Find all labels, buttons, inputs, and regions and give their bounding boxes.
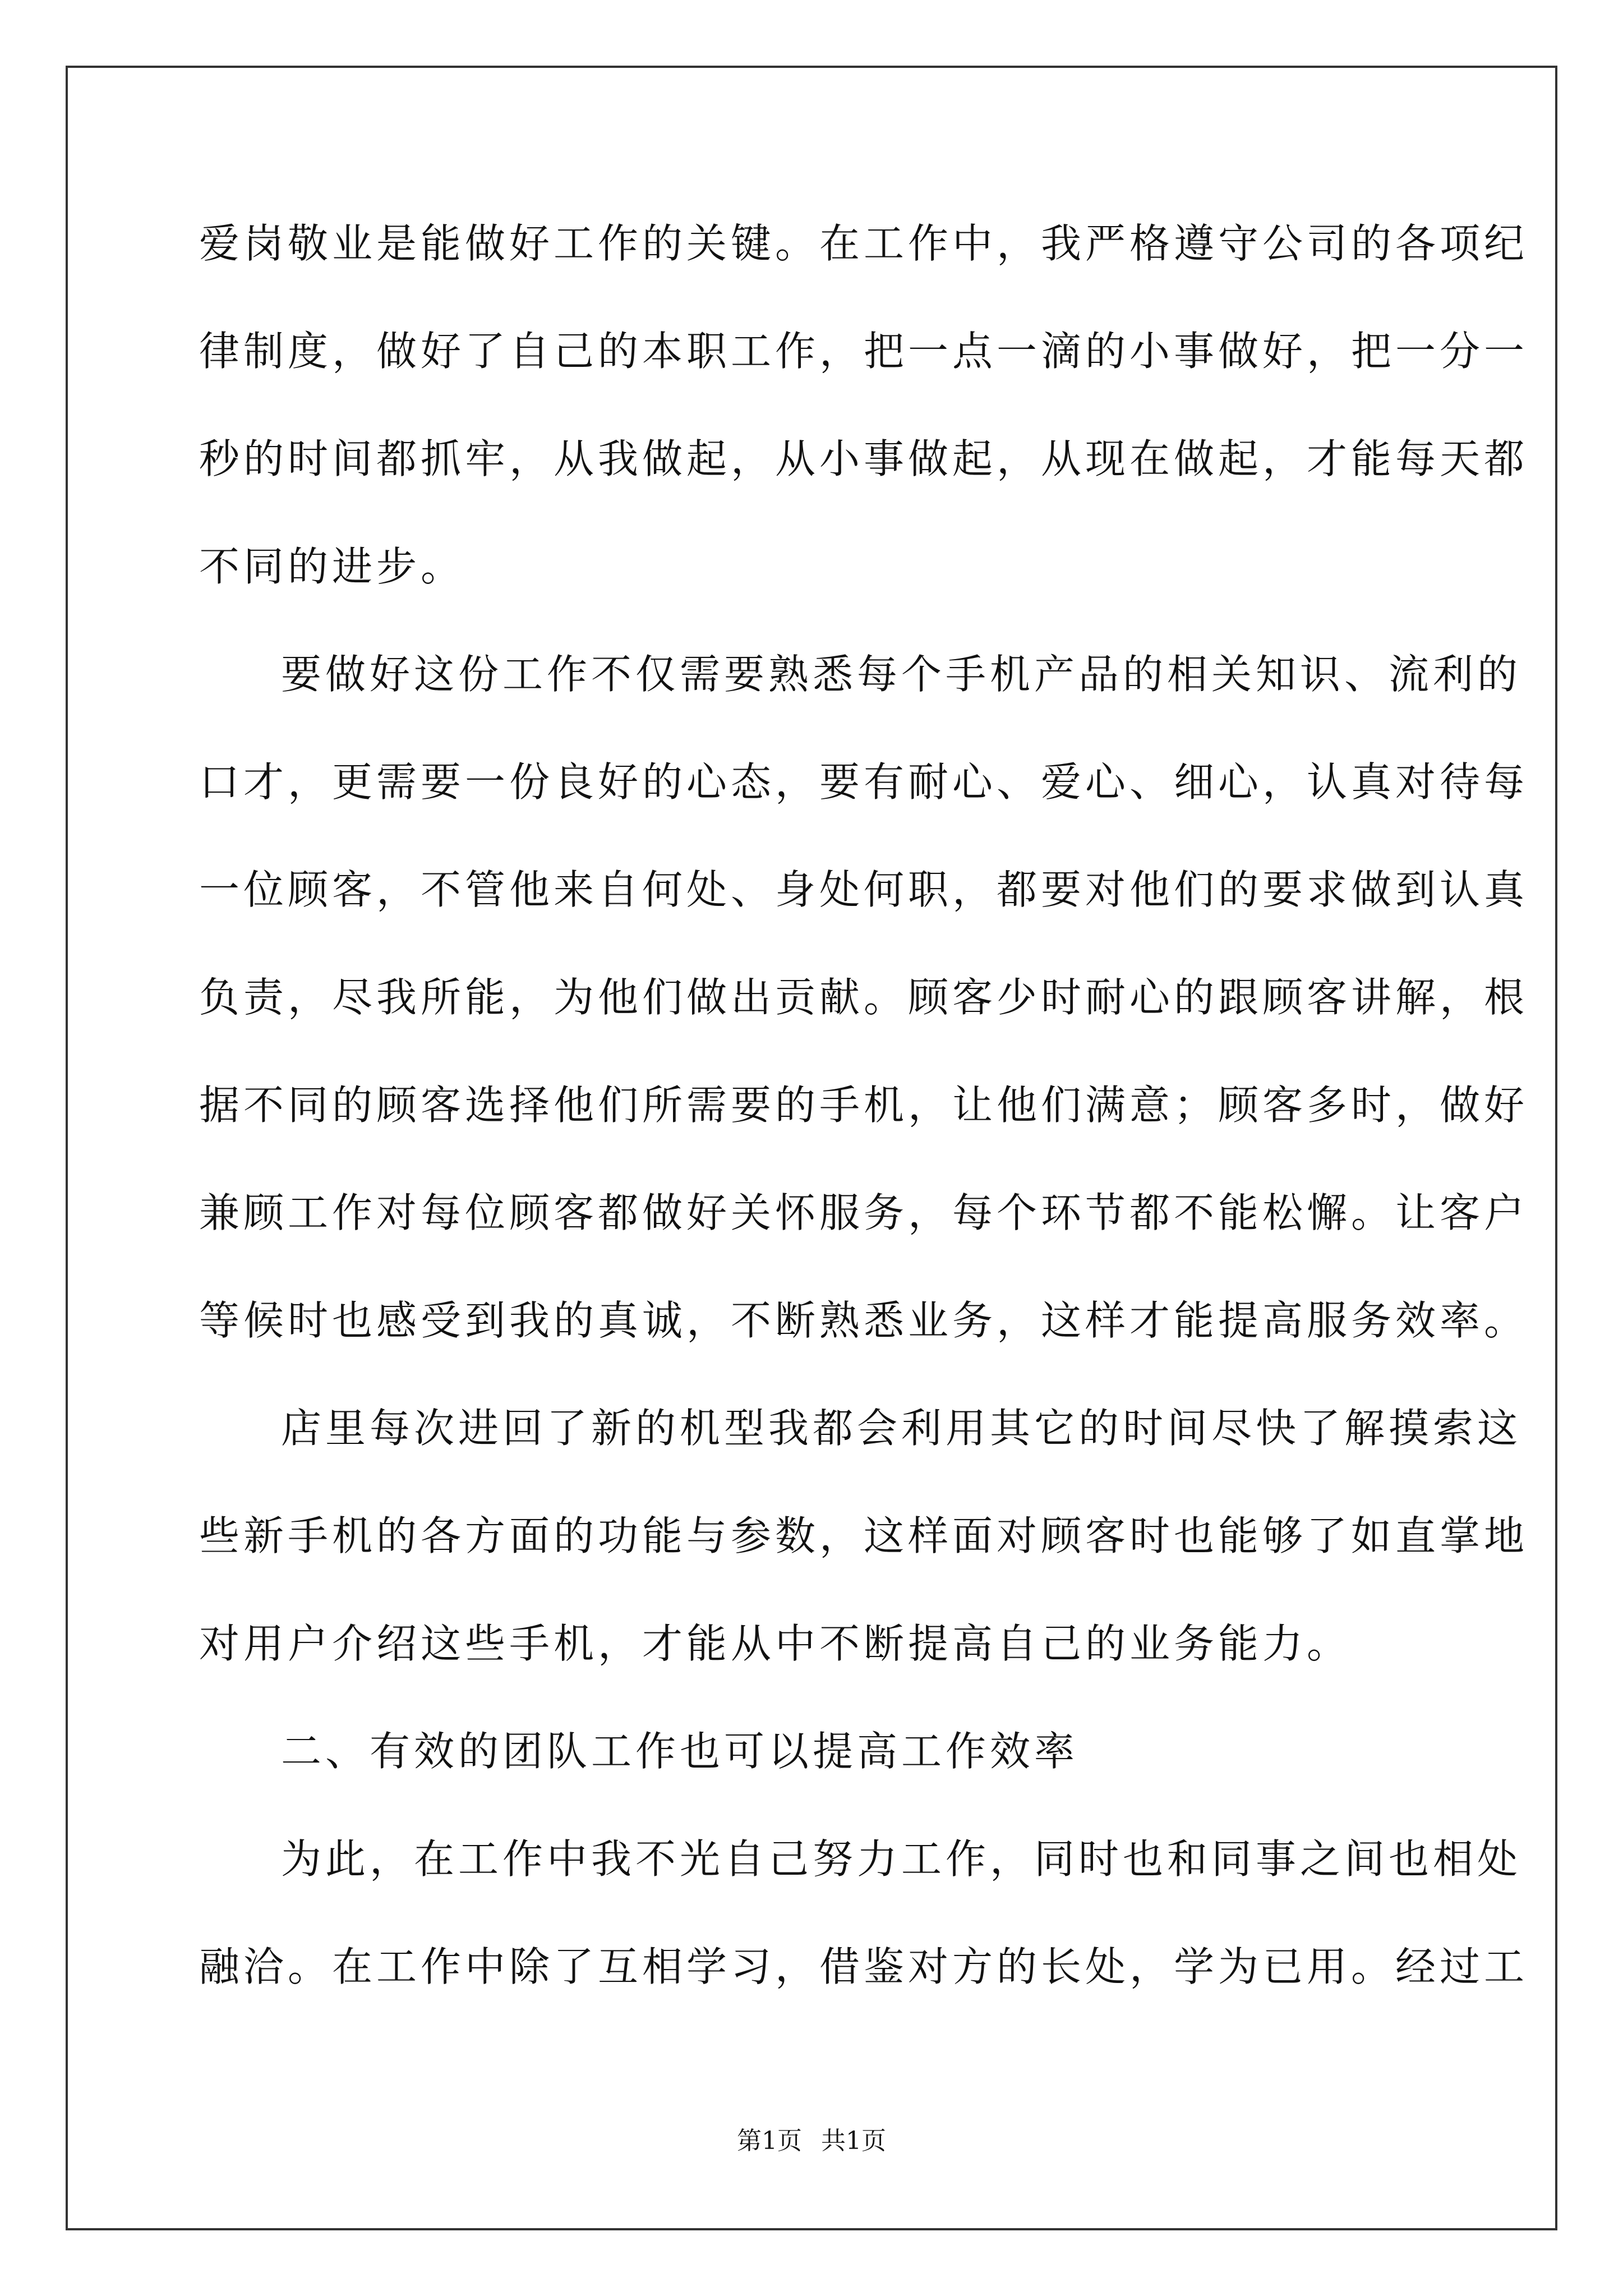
paragraph-start-line: 要做好这份工作不仅需要熟悉每个手机产品的相关知识、流利的 xyxy=(281,651,1522,698)
text-line: 一位顾客，不管他来自何处、身处何职，都要对他们的要求做到认真 xyxy=(199,866,1529,913)
text-line: 兼顾工作对每位顾客都做好关怀服务，每个环节都不能松懈。让客户 xyxy=(199,1189,1529,1236)
paragraph-start-line: 为此，在工作中我不光自己努力工作，同时也和同事之间也相处 xyxy=(281,1835,1522,1883)
text-line: 爱岗敬业是能做好工作的关键。在工作中，我严格遵守公司的各项纪 xyxy=(199,220,1529,267)
page-total: 共1页 xyxy=(821,2127,886,2155)
text-line: 融洽。在工作中除了互相学习，借鉴对方的长处，学为已用。经过工 xyxy=(199,1943,1529,1990)
text-line: 不同的进步。 xyxy=(199,543,465,590)
section-heading: 二、有效的团队工作也可以提高工作效率 xyxy=(281,1728,1079,1775)
paragraph-start-line: 店里每次进回了新的机型我都会利用其它的时间尽快了解摸索这 xyxy=(281,1405,1522,1452)
text-line: 律制度，做好了自己的本职工作，把一点一滴的小事做好，把一分一 xyxy=(199,328,1529,375)
text-line: 些新手机的各方面的功能与参数，这样面对顾客时也能够了如直掌地 xyxy=(199,1512,1529,1559)
text-line: 负责，尽我所能，为他们做出贡献。顾客少时耐心的跟顾客讲解，根 xyxy=(199,974,1529,1021)
text-line: 秒的时间都抓牢，从我做起，从小事做起，从现在做起，才能每天都 xyxy=(199,435,1529,482)
text-line: 等候时也感受到我的真诚，不断熟悉业务，这样才能提高服务效率。 xyxy=(199,1297,1529,1344)
text-line: 口才，更需要一份良好的心态，要有耐心、爱心、细心，认真对待每 xyxy=(199,758,1529,806)
text-line: 据不同的顾客选择他们所需要的手机，让他们满意；顾客多时，做好 xyxy=(199,1082,1529,1129)
page-number: 第1页 xyxy=(737,2127,802,2155)
page-border xyxy=(66,66,1557,2230)
page-footer xyxy=(0,2129,1623,2154)
text-line: 对用户介绍这些手机，才能从中不断提高自己的业务能力。 xyxy=(199,1620,1352,1667)
